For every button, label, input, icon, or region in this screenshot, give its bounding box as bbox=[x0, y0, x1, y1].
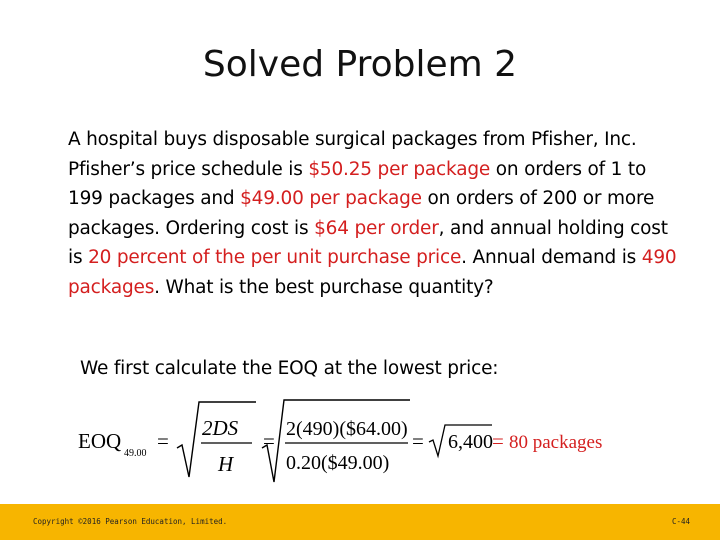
slide-title: Solved Problem 2 bbox=[202, 44, 518, 85]
formula-denominator-1: H bbox=[218, 452, 234, 476]
formula-denominator-2: 0.20($49.00) bbox=[286, 452, 390, 474]
formula-numerator-2: 2(490)($64.00) bbox=[286, 418, 408, 440]
footer-bar bbox=[0, 504, 720, 540]
formula-numerator-1: 2DS bbox=[202, 416, 239, 440]
formula-sqrt-value: 6,400 bbox=[448, 431, 493, 453]
problem-statement bbox=[68, 125, 678, 302]
problem-text-1: A hospital buys disposable surgical packages from Pfisher, Inc. Pfisher’s price schedule is bbox=[68, 129, 637, 180]
formula-equals-2: = bbox=[263, 429, 275, 453]
formula-lhs: EOQ bbox=[78, 429, 122, 453]
price-highlight-2: $49.00 per package bbox=[240, 188, 422, 209]
problem-text-4: , and annual holding cost is bbox=[68, 217, 668, 268]
copyright-text: Copyright ©2016 Pearson Education, Limited. bbox=[33, 517, 228, 526]
holding-cost-highlight: 20 percent of the per unit purchase price bbox=[88, 247, 462, 268]
formula-equals-4: = bbox=[492, 429, 504, 453]
slide-number: C-44 bbox=[671, 517, 690, 526]
problem-text-5: . Annual demand is bbox=[461, 247, 642, 268]
formula-result: 80 packages bbox=[509, 432, 603, 453]
eoq-formula bbox=[78, 392, 678, 492]
formula-lhs-subscript: 49.00 bbox=[124, 448, 147, 459]
problem-text-3: on orders of 200 or more packages. Ordering cost is bbox=[68, 188, 655, 239]
price-highlight-1: $50.25 per package bbox=[308, 158, 491, 180]
problem-text-2: on orders of 1 to 199 packages and bbox=[68, 158, 647, 209]
eoq-intro-text: We first calculate the EOQ at the lowest price: bbox=[80, 358, 499, 379]
ordering-cost-highlight: $64 per order bbox=[314, 217, 439, 239]
formula-equals-3: = bbox=[412, 429, 424, 453]
formula-equals-1: = bbox=[157, 429, 169, 453]
demand-highlight: 490 packages bbox=[68, 247, 677, 298]
problem-text-6: . What is the best purchase quantity? bbox=[154, 276, 494, 298]
